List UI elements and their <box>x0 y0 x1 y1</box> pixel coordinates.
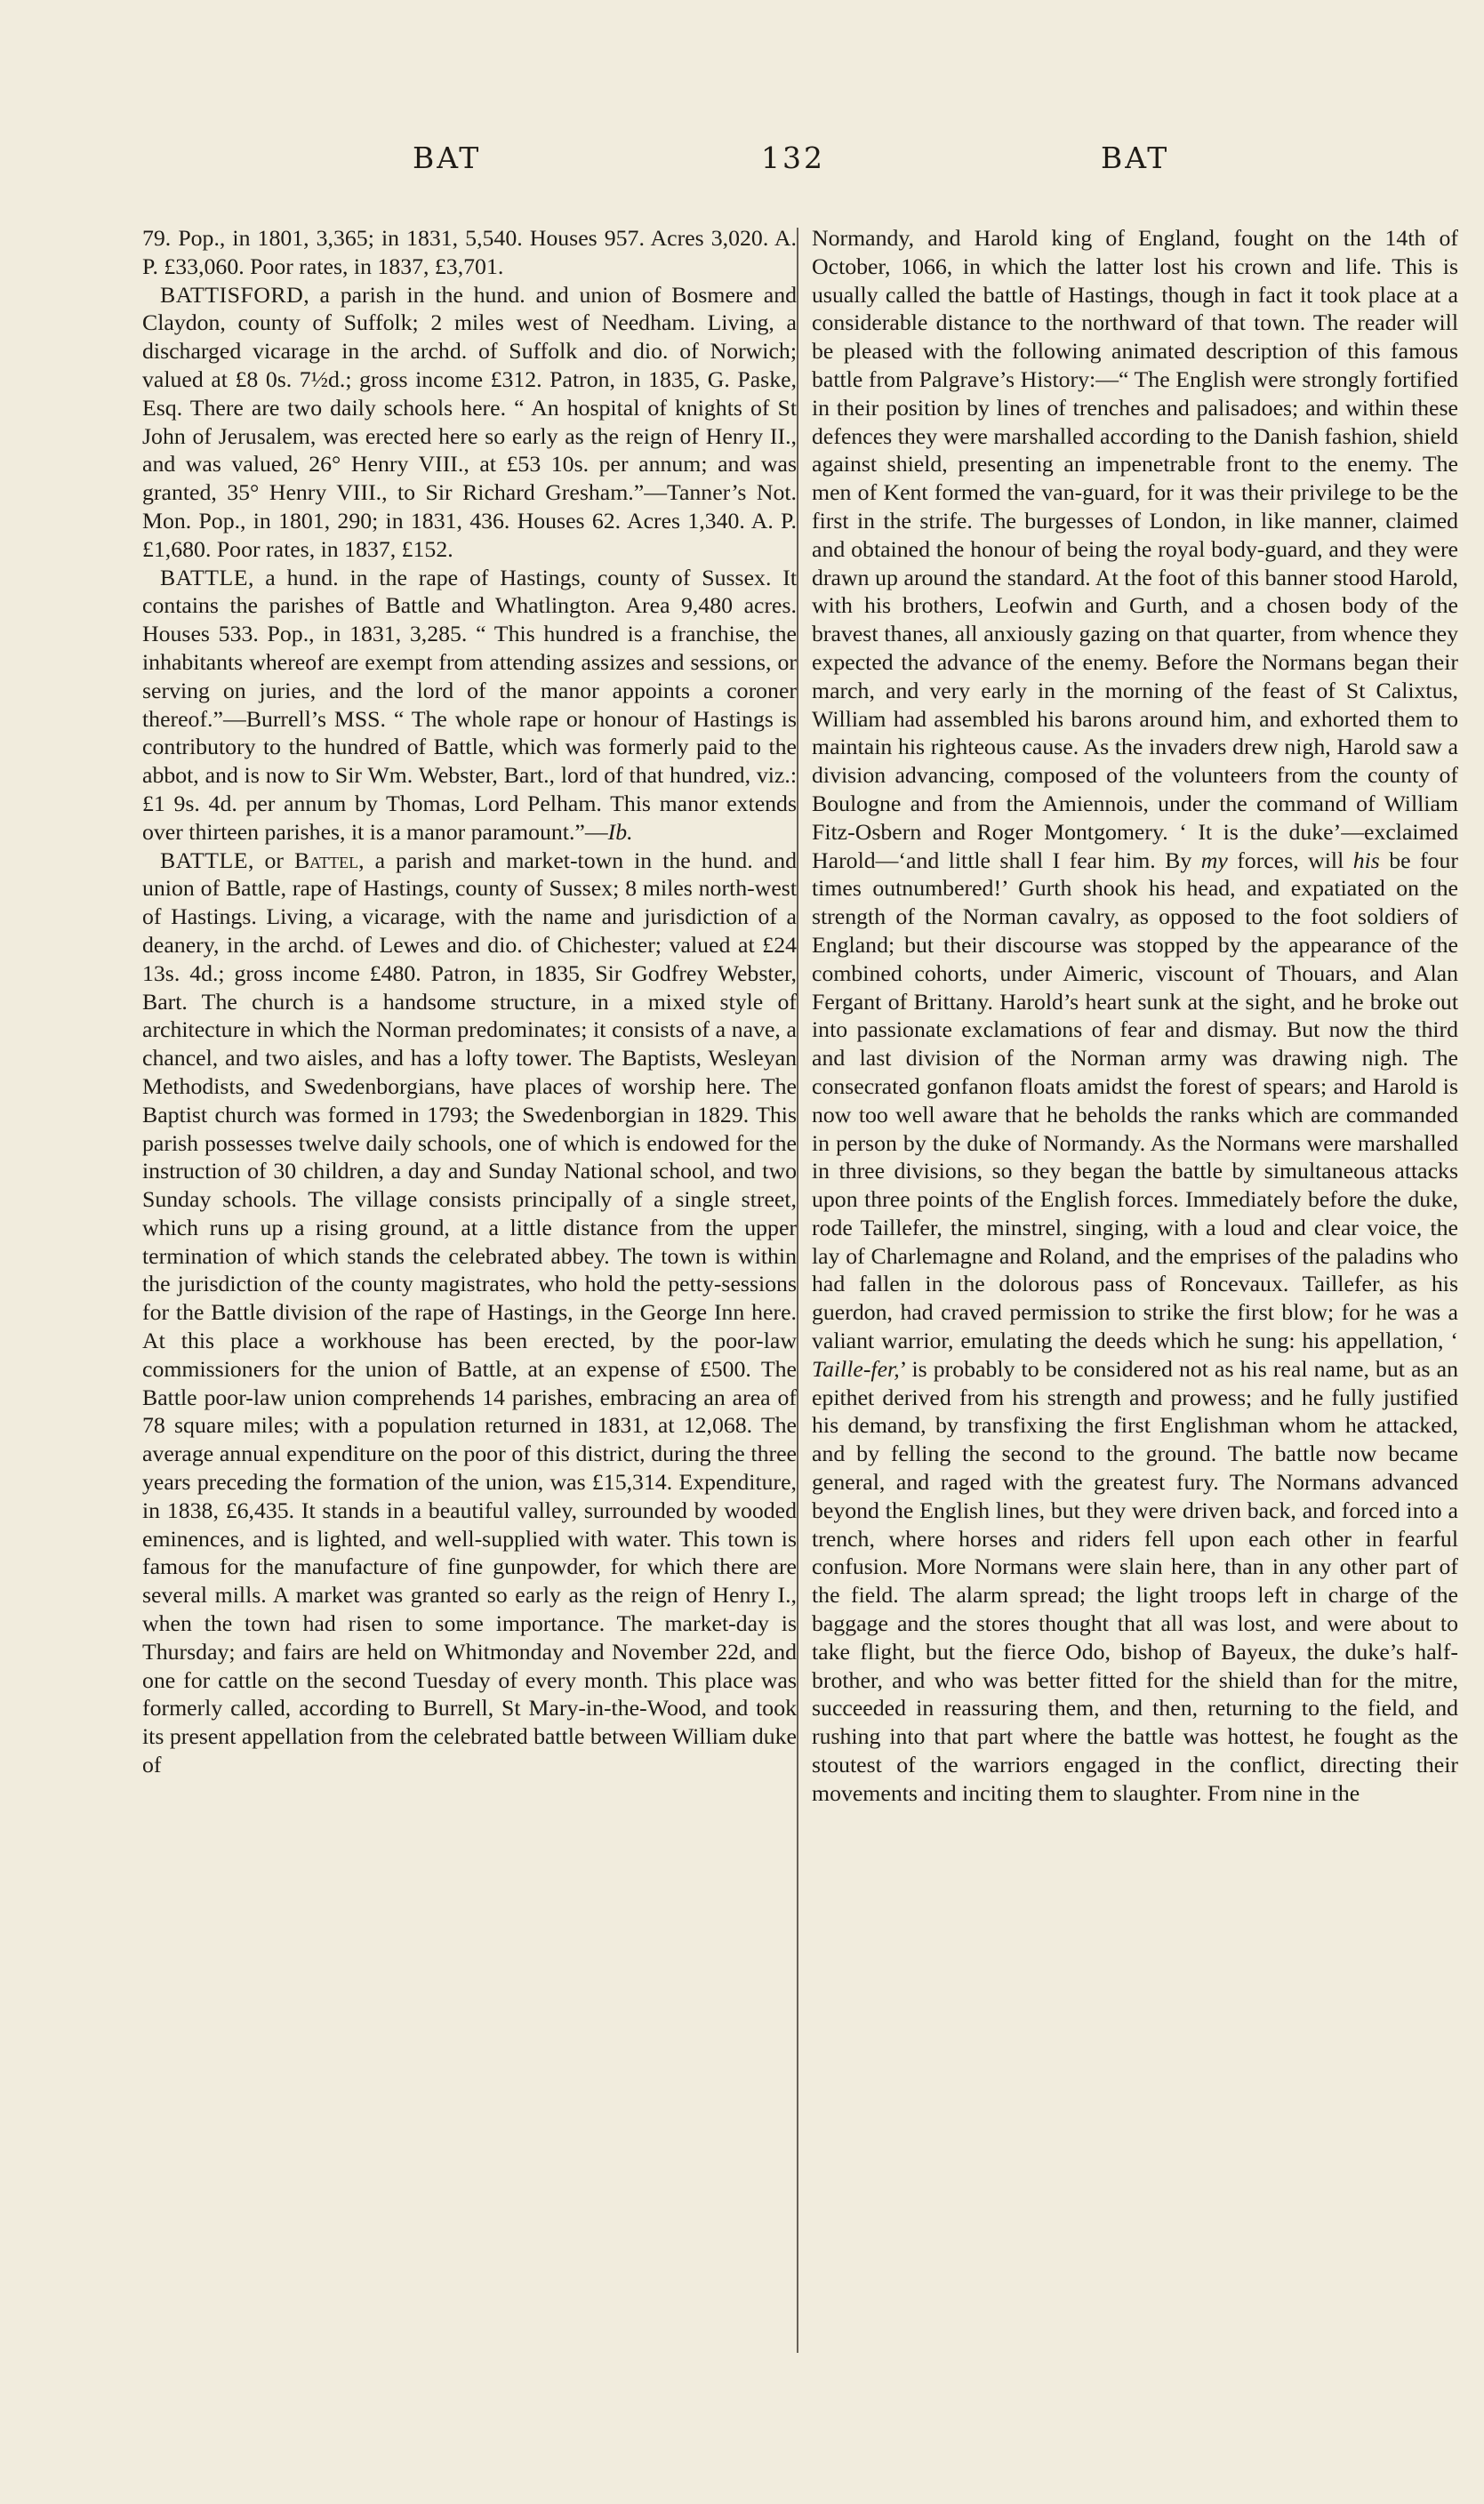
entry-alt-headword: Battel <box>293 847 359 873</box>
entry-battle-parish <box>142 847 797 1779</box>
body-text: forces, will <box>1227 847 1353 873</box>
entry-text: , a parish in the hund. and union of Bosmere and Claydon, county of Suffolk; 2 miles west of Needham. Living, a discharged vicarage in the archd. of Suffolk and dio. of Norwich; valued at £8 0s. 7½d.; gross income £312. Patron, in 1835, G. Paske, Esq. There are two daily schools here. “ An hospital of knights of St John of Jerusalem, was erected here so early as the reign of Henry II., and was valued, 26° Henry VIII., at £53 10s. per annum; and was granted, 35° Henry VIII., to Sir Richard Gresham.”—Tanner’s Not. Mon. Pop., in 1801, 290; in 1831, 436. Houses 62. Acres 1,340. A. P. £1,680. Poor rates, in 1837, £152. <box>142 281 797 562</box>
entry-text: , a hund. in the rape of Hastings, county of Sussex. It contains the parishes of Battle and Whatlington. Area 9,480 acres. Houses 533. Pop., in 1831, 3,285. “ This hundred is a franchise, the inhabitants whereof are exempt from attending assizes and sessions, or serving on juries, and the lord of the manor appoints a coroner thereof.”—Burrell’s MSS. “ The whole rape or honour of Hastings is contributory to the hundred of Battle, which was formerly paid to the abbot, and is now to Sir Wm. Webster, Bart., lord of that hundred, viz.: £1 9s. 4d. per annum by Thomas, Lord Pelham. This manor extends over thirteen parishes, it is a manor paramount.”— <box>142 564 797 845</box>
column-divider <box>797 228 798 2353</box>
italic-word: his <box>1352 847 1380 873</box>
continued-paragraph <box>812 224 1458 1808</box>
entry-battisford <box>142 281 797 564</box>
italic-word: my <box>1200 847 1228 873</box>
entry-connector: , or <box>248 847 294 873</box>
italic-word: Taille-fer, <box>812 1355 900 1382</box>
left-column <box>142 224 797 1779</box>
entry-battle-hundred <box>142 564 797 847</box>
running-head-right: BAT <box>1101 140 1170 175</box>
running-head-left: BAT <box>413 140 482 175</box>
running-head <box>0 140 1484 185</box>
entry-headword: BATTLE <box>160 847 249 873</box>
citation: Ib. <box>607 818 633 845</box>
continued-paragraph: 79. Pop., in 1801, 3,365; in 1831, 5,540. Houses 957. Acres 3,020. A. P. £33,060. Poor rates, in 1837, £3,701. <box>142 225 797 279</box>
body-text: Normandy, and Harold king of England, fought on the 14th of October, 1066, in which the latter lost his crown and life. This is usually called the battle of Hastings, though in fact it took place at a considerable distance to the northward of that town. The reader will be pleased with the following animated description of this famous battle from Palgrave’s History:—“ The English were strongly fortified in their position by lines of trenches and palisadoes; and within these defences they were marshalled according to the Danish fashion, shield against shield, presenting an impenetrable front to the enemy. The men of Kent formed the van-guard, for it was their privilege to be the first in the strife. The burgesses of London, in like manner, claimed and obtained the honour of being the royal body-guard, and they were drawn up around the standard. At the foot of this banner stood Harold, with his brothers, Leofwin and Gurth, and a chosen body of the bravest thanes, all anxiously gazing on that quarter, from whence they expected the advance of the enemy. Before the Normans began their march, and very early in the morning of the feast of St Calixtus, William had assembled his barons around him, and exhorted them to maintain his righteous cause. As the invaders drew nigh, Harold saw a division advancing, composed of the volunteers from the county of Boulogne and from the Amiennois, under the command of William Fitz-Osbern and Roger Montgomery. ‘ It is the duke’—exclaimed Harold—‘and little shall I fear him. By <box>812 225 1458 873</box>
entry-text: , a parish and market-town in the hund. and union of Battle, rape of Hastings, county of Sussex; 8 miles north-west of Hastings. Living, a vicarage, with the name and jurisdiction of a deanery, in the archd. of Lewes and dio. of Chichester; valued at £24 13s. 4d.; gross income £480. Patron, in 1835, Sir Godfrey Webster, Bart. The church is a handsome structure, in a mixed style of architecture in which the Norman predominates; it consists of a nave, a chancel, and two aisles, and has a lofty tower. The Baptists, Wesleyan Methodists, and Swedenborgians, have places of worship here. The Baptist church was formed in 1793; the Swedenborgian in 1829. This parish possesses twelve daily schools, one of which is endowed for the instruction of 30 children, a day and Sunday National school, and two Sunday schools. The village consists principally of a single street, which runs up a rising ground, at a little distance from the upper termination of which stands the celebrated abbey. The town is within the jurisdiction of the county magistrates, who hold the petty-sessions for the Battle division of the rape of Hastings, in the George Inn here. At this place a workhouse has been erected, by the poor-law commissioners for the union of Battle, at an expense of £500. The Battle poor-law union comprehends 14 parishes, embracing an area of 78 square miles; with a population returned in 1831, at 12,068. The average annual expenditure on the poor of this district, during the three years preceding the formation of the union, was £15,314. Expenditure, in 1838, £6,435. It stands in a beautiful valley, surrounded by wooded eminences, and is lighted, and well-supplied with water. This town is famous for the manufacture of fine gunpowder, for which there are several mills. A market was granted so early as the reign of Henry I., when the town had risen to some importance. The market-day is Thursday; and fairs are held on Whitmonday and November 22d, and one for cattle on the second Tuesday of every month. This place was formerly called, according to Burrell, St Mary-in-the-Wood, and took its present appellation from the celebrated battle between William duke of <box>142 847 797 1778</box>
body-text: ’ is probably to be considered not as his real name, but as an epithet derived from his strength and prowess; and he fully justified his demand, by transfixing the first Englishman whom he attacked, and by felling the second to the ground. The battle now became general, and raged with the greatest fury. The Normans advanced beyond the English lines, but they were driven back, and forced into a trench, where horses and riders fell upon each other in fearful confusion. More Normans were slain here, than in any other part of the field. The alarm spread; the light troops left in charge of the baggage and the stores thought that all was lost, and were about to take flight, but the fierce Odo, bishop of Bayeux, the duke’s half-brother, and who was better fitted for the shield than for the mitre, succeeded in reassuring them, and then, returning to the field, and rushing into that part where the battle was hottest, he fought as the stoutest of the warriors engaged in the conflict, directing their movements and inciting them to slaughter. From nine in the <box>812 1355 1458 1806</box>
entry-headword: BATTISFORD <box>160 281 304 308</box>
entry-headword: BATTLE <box>160 564 249 590</box>
page-number: 132 <box>761 140 825 175</box>
body-text: be four times outnumbered!’ Gurth shook his head, and expatiated on the strength of the Norman cavalry, as opposed to the foot soldiers of England; but their discourse was stopped by the appearance of the combined cohorts, under Aimeric, viscount of Thouars, and Alan Fergant of Brittany. Harold’s heart sunk at the sight, and he broke out into passionate exclamations of fear and dismay. But now the third and last division of the Norman army was drawing nigh. The consecrated gonfanon floats amidst the forest of spears; and Harold is now too well aware that he beholds the ranks which are commanded in person by the duke of Normandy. As the Normans were marshalled in three divisions, so they began the battle by simultaneous attacks upon three points of the English forces. Immediately before the duke, rode Taillefer, the minstrel, singing, with a loud and clear voice, the lay of Charlemagne and Roland, and the emprises of the paladins who had fallen in the dolorous pass of Roncevaux. Taillefer, as his guerdon, had craved permission to strike the first blow; for he was a valiant warrior, emulating the deeds which he sung: his appellation, ‘ <box>812 847 1458 1354</box>
right-column <box>812 224 1458 1808</box>
